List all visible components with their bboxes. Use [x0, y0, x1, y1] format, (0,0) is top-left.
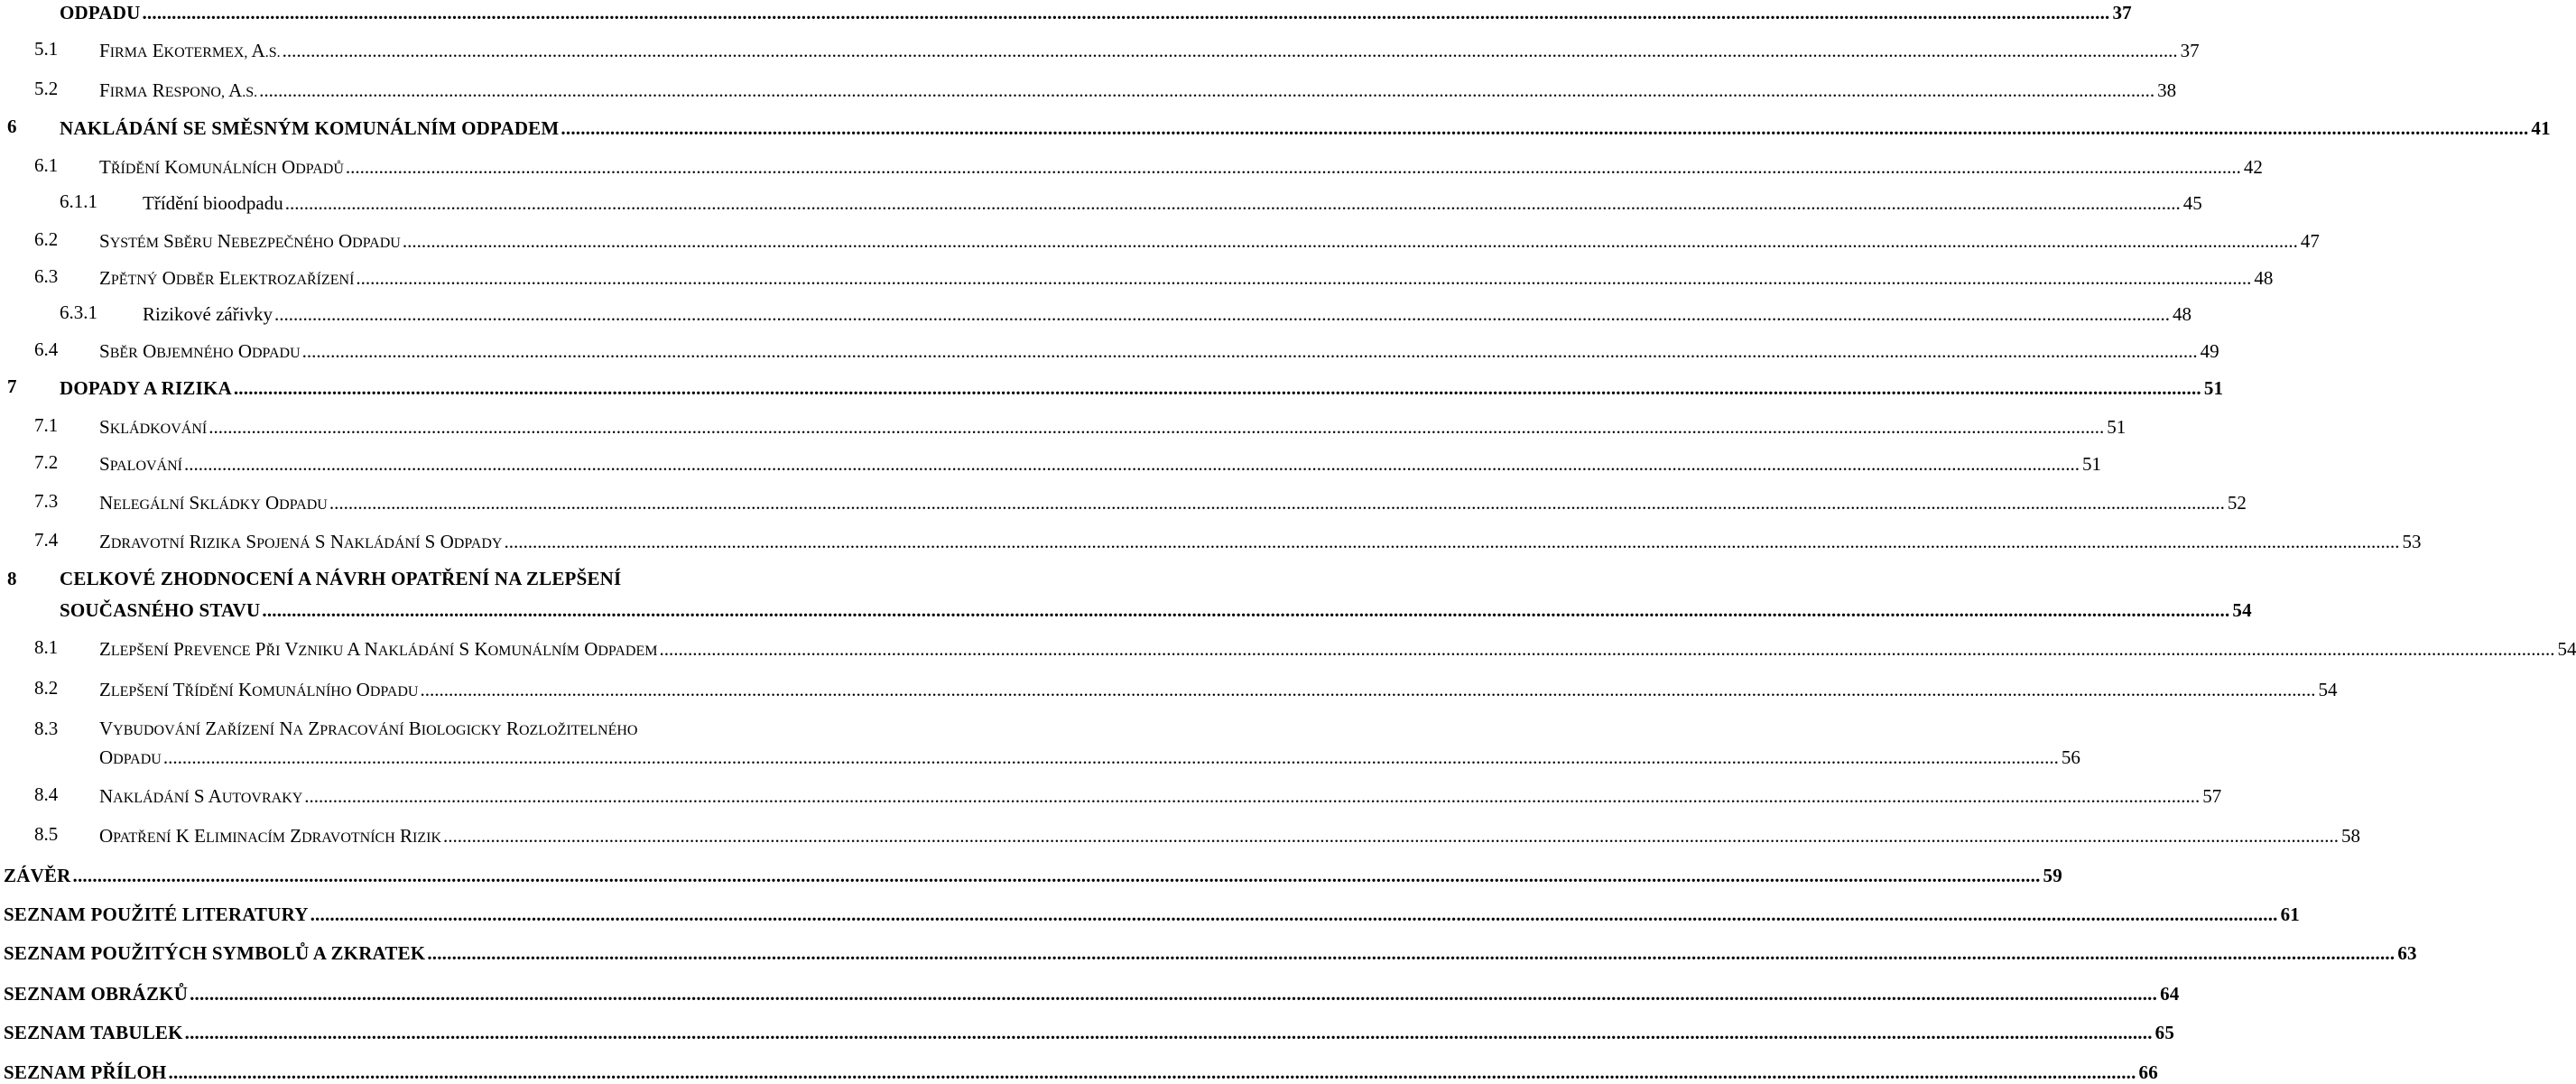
- toc-entry[interactable]: [99, 825, 2361, 848]
- toc-entry[interactable]: [99, 40, 2200, 62]
- toc-entry-page-number: 47: [2300, 230, 2320, 252]
- toc-entry-title-line1: VYBUDOVÁNÍ ZAŘÍZENÍ NA ZPRACOVÁNÍ BIOLOGICKY ROZLOŽITELNÉHO: [99, 718, 638, 739]
- toc-entry-number: 6.3.1: [60, 301, 97, 323]
- toc-entry-page-number: 37: [2112, 2, 2132, 23]
- dot-leader: ................................................................................................................................................................................................................................................................................................................................................................................................................: [356, 267, 2252, 289]
- toc-entry-title: ZÁVĚR: [4, 865, 71, 886]
- toc-entry[interactable]: [99, 453, 2101, 476]
- toc-entry-number: 8.5: [34, 823, 59, 845]
- toc-entry-title: NELEGÁLNÍ SKLÁDKY ODPADU: [99, 492, 328, 514]
- toc-entry[interactable]: [60, 377, 2224, 400]
- toc-entry-title-line1: CELKOVÉ ZHODNOCENÍ A NÁVRH OPATŘENÍ NA ZLEPŠENÍ: [60, 568, 622, 589]
- toc-entry-title: ZDRAVOTNÍ RIZIKA SPOJENÁ S NAKLÁDÁNÍ S ODPADY: [99, 531, 503, 552]
- toc-entry[interactable]: [4, 1061, 2158, 1084]
- toc-entry[interactable]: [99, 785, 2222, 808]
- toc-entry-number: 8.3: [34, 718, 59, 739]
- toc-entry[interactable]: [99, 230, 2320, 253]
- toc-entry-number: 7.2: [34, 451, 59, 473]
- toc-entry-number: 6.1.1: [60, 190, 97, 212]
- toc-entry-title: SEZNAM PŘÍLOH: [4, 1061, 167, 1083]
- dot-leader: ................................................................................................................................................................................................................................................................................................................................................................................................................: [190, 983, 2158, 1005]
- toc-entry-page-number: 48: [2173, 303, 2192, 325]
- toc-entry[interactable]: [60, 2, 2132, 24]
- toc-entry[interactable]: [99, 79, 2177, 102]
- toc-entry[interactable]: [60, 117, 2551, 140]
- toc-entry-page-number: 51: [2082, 453, 2101, 475]
- toc-entry-page-number: 65: [2154, 1022, 2175, 1043]
- toc-entry[interactable]: [99, 340, 2219, 363]
- toc-entry[interactable]: [99, 746, 2080, 769]
- toc-entry-title: FIRMA RESPONO, A.S.: [99, 79, 258, 101]
- dot-leader: ................................................................................................................................................................................................................................................................................................................................................................................................................: [301, 340, 2198, 362]
- toc-entry-number: 7: [7, 375, 17, 397]
- toc-entry-page-number: 64: [2160, 983, 2180, 1005]
- dot-leader: ................................................................................................................................................................................................................................................................................................................................................................................................................: [233, 377, 2201, 399]
- dot-leader: ................................................................................................................................................................................................................................................................................................................................................................................................................: [443, 825, 2340, 847]
- dot-leader: ................................................................................................................................................................................................................................................................................................................................................................................................................: [329, 492, 2225, 514]
- dot-leader: ................................................................................................................................................................................................................................................................................................................................................................................................................: [561, 117, 2529, 139]
- toc-entry-title: NAKLÁDÁNÍ S AUTOVRAKY: [99, 785, 303, 807]
- toc-entry-number: 6.2: [34, 228, 59, 250]
- toc-entry-title: SEZNAM TABULEK: [4, 1022, 183, 1043]
- toc-entry-title: SPALOVÁNÍ: [99, 453, 182, 475]
- toc-entry[interactable]: [4, 942, 2417, 965]
- toc-entry-number: 5.2: [34, 78, 59, 99]
- toc-entry-title: ZPĚTNÝ ODBĚR ELEKTROZAŘÍZENÍ: [99, 267, 355, 289]
- dot-leader: ................................................................................................................................................................................................................................................................................................................................................................................................................: [162, 746, 2059, 768]
- dot-leader: ................................................................................................................................................................................................................................................................................................................................................................................................................: [659, 638, 2555, 660]
- toc-entry-page-number: 41: [2531, 117, 2551, 139]
- toc-entry-title: Rizikové zářivky: [143, 303, 273, 325]
- toc-entry-title: SBĚR OBJEMNÉHO ODPADU: [99, 340, 301, 362]
- toc-entry-number: 7.3: [34, 490, 59, 512]
- toc-entry-page-number: 59: [2043, 865, 2062, 886]
- toc-entry-number: 8.2: [34, 677, 59, 699]
- dot-leader: ................................................................................................................................................................................................................................................................................................................................................................................................................: [262, 599, 2230, 621]
- toc-entry[interactable]: [143, 303, 2192, 326]
- toc-entry-title: SOUČASNÉHO STAVU: [60, 599, 261, 621]
- dot-leader: ................................................................................................................................................................................................................................................................................................................................................................................................................: [72, 865, 2041, 886]
- toc-entry-number: 7.4: [34, 529, 59, 551]
- toc-entry[interactable]: [99, 492, 2247, 514]
- toc-entry[interactable]: [4, 903, 2301, 926]
- toc-entry-page-number: 45: [2182, 192, 2202, 214]
- toc-entry-page-number: 42: [2243, 156, 2263, 178]
- toc-entry-page-number: 49: [2200, 340, 2219, 362]
- toc-entry[interactable]: [4, 865, 2062, 887]
- toc-entry-page-number: 54: [2318, 679, 2338, 700]
- toc-entry[interactable]: [99, 679, 2338, 701]
- dot-leader: ................................................................................................................................................................................................................................................................................................................................................................................................................: [168, 1061, 2136, 1083]
- toc-entry-page-number: 53: [2402, 531, 2422, 552]
- toc-entry-page-number: 54: [2557, 638, 2576, 660]
- toc-entry-number: 8.4: [34, 783, 59, 805]
- toc-entry[interactable]: [4, 1022, 2175, 1044]
- toc-entry-title: SKLÁDKOVÁNÍ: [99, 416, 208, 438]
- dot-leader: ................................................................................................................................................................................................................................................................................................................................................................................................................: [402, 230, 2298, 252]
- toc-entry-title: ZLEPŠENÍ TŘÍDĚNÍ KOMUNÁLNÍHO ODPADU: [99, 679, 419, 700]
- toc-entry-title: OPATŘENÍ K ELIMINACÍM ZDRAVOTNÍCH RIZIK: [99, 825, 442, 847]
- dot-leader: ................................................................................................................................................................................................................................................................................................................................................................................................................: [142, 2, 2110, 23]
- toc-entry-title: SEZNAM OBRÁZKŮ: [4, 983, 189, 1005]
- toc-entry[interactable]: [99, 416, 2127, 439]
- dot-leader: ................................................................................................................................................................................................................................................................................................................................................................................................................: [282, 40, 2178, 61]
- toc-entry[interactable]: [60, 599, 2252, 622]
- toc-entry-page-number: 63: [2397, 942, 2417, 964]
- dot-leader: ................................................................................................................................................................................................................................................................................................................................................................................................................: [504, 531, 2400, 552]
- toc-entry-title: NAKLÁDÁNÍ SE SMĚSNÝM KOMUNÁLNÍM ODPADEM: [60, 117, 560, 139]
- toc-entry-page-number: 38: [2157, 79, 2177, 101]
- toc-entry-page-number: 52: [2227, 492, 2247, 514]
- toc-entry[interactable]: [99, 531, 2422, 553]
- toc-entry-page-number: 51: [2203, 377, 2224, 399]
- dot-leader: ................................................................................................................................................................................................................................................................................................................................................................................................................: [304, 785, 2201, 807]
- toc-entry-number: 7.1: [34, 414, 59, 436]
- toc-entry-title: SEZNAM POUŽITÝCH SYMBOLŮ A ZKRATEK: [4, 942, 426, 964]
- toc-entry[interactable]: [99, 156, 2263, 179]
- dot-leader: ................................................................................................................................................................................................................................................................................................................................................................................................................: [184, 1022, 2153, 1043]
- toc-entry-number: 6.3: [34, 265, 59, 287]
- toc-entry-page-number: 57: [2202, 785, 2222, 807]
- toc-entry-number: 6: [7, 116, 17, 137]
- toc-entry-title: SEZNAM POUŽITÉ LITERATURY: [4, 903, 309, 925]
- toc-entry-number: 6.4: [34, 338, 59, 360]
- toc-entry-number: 5.1: [34, 38, 59, 60]
- dot-leader: ................................................................................................................................................................................................................................................................................................................................................................................................................: [284, 192, 2181, 214]
- toc-entry-title: FIRMA EKOTERMEX, A.S.: [99, 40, 281, 61]
- toc-entry-page-number: 58: [2341, 825, 2361, 847]
- toc-entry[interactable]: [99, 267, 2274, 290]
- toc-entry-title: ZLEPŠENÍ PREVENCE PŘI VZNIKU A NAKLÁDÁNÍ S KOMUNÁLNÍM ODPADEM: [99, 638, 658, 660]
- toc-entry-number: 6.1: [34, 154, 59, 176]
- toc-entry[interactable]: [143, 192, 2202, 215]
- toc-entry-title: DOPADY A RIZIKA: [60, 377, 232, 399]
- toc-entry-number: 8.1: [34, 636, 59, 658]
- toc-entry-page-number: 61: [2280, 903, 2301, 925]
- toc-entry-page-number: 51: [2107, 416, 2127, 438]
- toc-entry-title: ODPADU: [60, 2, 141, 23]
- dot-leader: ................................................................................................................................................................................................................................................................................................................................................................................................................: [310, 903, 2278, 925]
- dot-leader: ................................................................................................................................................................................................................................................................................................................................................................................................................: [274, 303, 2171, 325]
- dot-leader: ................................................................................................................................................................................................................................................................................................................................................................................................................: [259, 79, 2155, 101]
- dot-leader: ................................................................................................................................................................................................................................................................................................................................................................................................................: [208, 416, 2105, 438]
- toc-entry-title: Třídění bioodpadu: [143, 192, 283, 214]
- toc-entry-page-number: 37: [2180, 40, 2200, 61]
- toc-entry-title: ODPADU: [99, 746, 162, 768]
- dot-leader: ................................................................................................................................................................................................................................................................................................................................................................................................................: [420, 679, 2316, 700]
- dot-leader: ................................................................................................................................................................................................................................................................................................................................................................................................................: [427, 942, 2395, 964]
- toc-entry-title: SYSTÉM SBĚRU NEBEZPEČNÉHO ODPADU: [99, 230, 401, 252]
- toc-entry-page-number: 66: [2138, 1061, 2158, 1083]
- toc-entry-title: TŘÍDĚNÍ KOMUNÁLNÍCH ODPADŮ: [99, 156, 344, 178]
- toc-entry-page-number: 48: [2254, 267, 2274, 289]
- toc-entry-page-number: 56: [2061, 746, 2080, 768]
- toc-entry-page-number: 54: [2232, 599, 2252, 621]
- toc-entry[interactable]: [99, 638, 2576, 661]
- toc-entry[interactable]: [4, 983, 2180, 1005]
- dot-leader: ................................................................................................................................................................................................................................................................................................................................................................................................................: [184, 453, 2080, 475]
- toc-entry-number: 8: [7, 568, 17, 589]
- dot-leader: ................................................................................................................................................................................................................................................................................................................................................................................................................: [345, 156, 2241, 178]
